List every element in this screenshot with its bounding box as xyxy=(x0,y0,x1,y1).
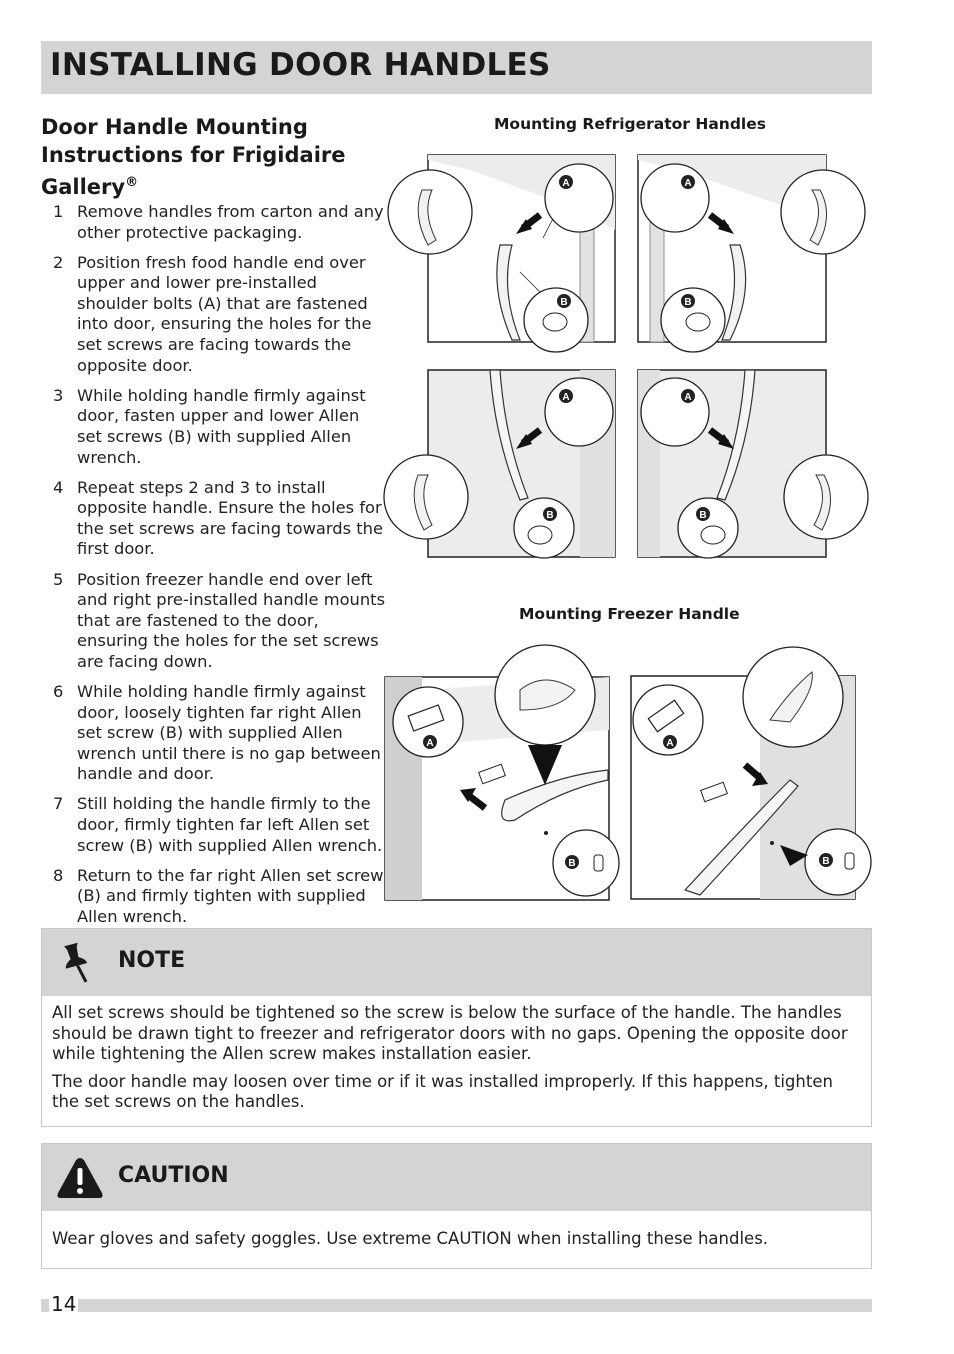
step-number: 3 xyxy=(53,385,64,405)
fridge-panel-top-left xyxy=(388,155,615,352)
caution-label: CAUTION xyxy=(118,1163,229,1188)
step-item xyxy=(41,794,386,856)
step-number: 8 xyxy=(53,865,64,885)
step-number: 4 xyxy=(53,477,64,497)
freezer-panel-left xyxy=(385,645,619,900)
label-a-4: A xyxy=(684,392,692,403)
step-number: 7 xyxy=(53,794,64,814)
step-item xyxy=(41,682,386,785)
label-b-1: B xyxy=(560,297,568,308)
step-item xyxy=(41,386,386,468)
caution-header xyxy=(42,1144,871,1211)
footer-bar-left xyxy=(41,1299,49,1312)
fridge-panel-top-right xyxy=(638,155,865,352)
step-text: While holding handle firmly against door, loosely tighten far right Allen set screw (B) with supplied Allen wrench until there is no gap between handle and door. xyxy=(77,681,381,784)
label-b-3: B xyxy=(546,510,554,521)
freezer-panel-right xyxy=(631,647,871,899)
label-b-4: B xyxy=(699,510,707,521)
step-number: 1 xyxy=(53,202,64,221)
mounting-illustrations xyxy=(380,145,880,905)
label-b-2: B xyxy=(684,297,692,308)
label-b-5: B xyxy=(568,858,576,869)
note-box xyxy=(41,928,872,1127)
step-text: Repeat steps 2 and 3 to install opposite handle. Ensure the holes for the set screws are facing towards the first door. xyxy=(77,477,383,559)
step-item xyxy=(41,478,386,560)
label-a-2: A xyxy=(684,178,692,189)
steps-list xyxy=(41,202,386,937)
step-text: Position fresh food handle end over upper and lower pre-installed shoulder bolts (A) that are fastened into door, ensuring the holes for the set screws are facing towards the opposite door. xyxy=(77,252,372,375)
step-item xyxy=(41,253,386,377)
warning-icon xyxy=(56,1155,104,1205)
label-a-1: A xyxy=(562,178,570,189)
note-paragraph-2: The door handle may loosen over time or if it was installed improperly. If this happens, tighten the set screws on the handles. xyxy=(52,1071,833,1112)
step-text: While holding handle firmly against door, fasten upper and lower Allen set screws (B) with supplied Allen wrench. xyxy=(77,385,366,467)
label-b-6: B xyxy=(822,856,830,867)
note-body xyxy=(42,996,871,1126)
step-number: 6 xyxy=(53,681,64,701)
step-text: Remove handles from carton and any other protective packaging. xyxy=(77,202,384,242)
footer-bar xyxy=(78,1299,872,1312)
step-number: 2 xyxy=(53,252,64,272)
page-number: 14 xyxy=(51,1292,77,1316)
registered-mark: ® xyxy=(125,175,139,190)
step-text: Return to the far right Allen set screw (B) and firmly tighten with supplied Allen wrench. xyxy=(77,865,384,926)
note-label: NOTE xyxy=(118,948,186,973)
instructions-heading xyxy=(41,113,386,201)
label-a-6: A xyxy=(666,738,674,749)
instructions-heading-text: Door Handle Mounting Instructions for Frigidaire Gallery xyxy=(41,115,346,199)
label-a-5: A xyxy=(426,738,434,749)
caution-box xyxy=(41,1143,872,1269)
refrigerator-figure-caption: Mounting Refrigerator Handles xyxy=(494,115,766,133)
label-a-3: A xyxy=(562,392,570,403)
fridge-panel-bottom-right xyxy=(638,370,868,558)
step-number: 5 xyxy=(53,569,64,589)
step-text: Position freezer handle end over left and right pre-installed handle mounts that are fastened to the door, ensuring the holes for the set screws are facing down. xyxy=(77,569,386,671)
title-bar xyxy=(41,41,872,94)
step-text: Still holding the handle firmly to the door, firmly tighten far left Allen set screw (B) with supplied Allen wrench. xyxy=(77,794,383,855)
page-title: INSTALLING DOOR HANDLES xyxy=(50,47,551,83)
step-item xyxy=(41,866,386,928)
note-paragraph-1: All set screws should be tightened so the screw is below the surface of the handle. The handles should be drawn tight to freezer and refrigerator doors with no gaps. Opening the opposite door while tightening the Allen screw makes installation easier. xyxy=(52,1003,848,1064)
step-item xyxy=(41,570,386,673)
caution-text: Wear gloves and safety goggles. Use extreme CAUTION when installing these handles. xyxy=(52,1229,769,1248)
note-header xyxy=(42,929,871,996)
step-item xyxy=(41,202,386,243)
fridge-panel-bottom-left xyxy=(384,370,615,558)
pushpin-icon xyxy=(56,940,96,990)
caution-body xyxy=(42,1211,871,1268)
freezer-figure-caption: Mounting Freezer Handle xyxy=(519,605,740,623)
